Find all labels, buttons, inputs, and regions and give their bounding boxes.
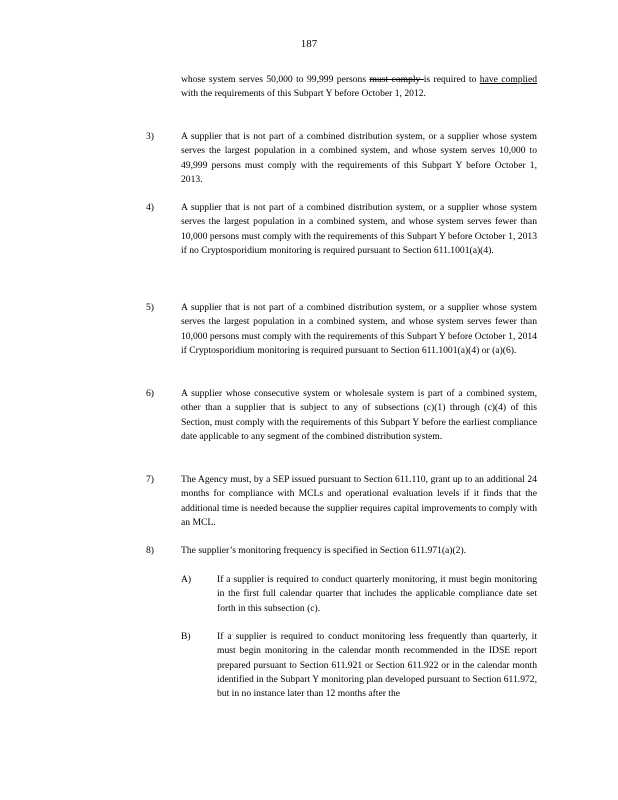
item-number: 6) [146,388,154,399]
item-text: The Agency must, by a SEP issued pursuant to Section 611.110, grant up to an additional 24 months for compliance with MCLs and operational evaluation levels if it finds that the additional time is needed because the supplier requires capital improvements to comply with an MCL. [181,474,537,528]
item-number: 8) [146,545,154,556]
item-text: A supplier that is not part of a combined distribution system, or a supplier whose system serves the largest population in a combined system, and whose system serves fewer than 10,000 persons must comply with the requirements of this Subpart Y before October 1, 2014 if Cryptosporidium monitoring is required pursuant to Section 611.1001(a)(4) or (a)(6). [181,302,537,356]
struck-text: must comply [369,74,424,85]
lead-paragraph [181,73,537,102]
subitem-text: If a supplier is required to conduct quarterly monitoring, it must begin monitoring in the first full calendar quarter that includes the applicable compliance date set forth in this subsection (c). [217,574,537,614]
subitem-text: If a supplier is required to conduct monitoring less frequently than quarterly, it must begin monitoring in the calendar month recommended in the IDSE report prepared pursuant to Section 611.921 or Section 611.922 or in the calendar month identified in the Subpart Y monitoring plan developed pursuant to Section 611.972, but in no instance later than 12 months after the [217,631,537,700]
item-text: A supplier whose consecutive system or wholesale system is part of a combined system, other than a supplier that is subject to any of subsections (c)(1) through (c)(4) of this Section, must comply with the requirements of this Subpart Y before the earliest compliance date applicable to any segment of the combined distribution system. [181,388,537,442]
lead-text-1: whose system serves 50,000 to 99,999 persons [181,74,370,85]
subitem-number: B) [181,631,191,642]
item-number: 7) [146,474,154,485]
lead-text-3: with the requirements of this Subpart Y before October 1, 2012. [181,88,426,100]
item-number: 3) [146,131,154,142]
page-number: 187 [300,38,318,50]
subitem-number: A) [181,574,192,585]
lead-text-2: is required to [423,74,480,85]
item-text: A supplier that is not part of a combined distribution system, or a supplier whose system serves the largest population in a combined system, and whose system serves fewer than 10,000 persons must comply with the requirements of this Subpart Y before October 1, 2013 if no Cryptosporidium monitoring is required pursuant to Section 611.1001(a)(4). [181,202,537,256]
inserted-text: have complied [479,74,537,85]
item-number: 4) [146,202,154,213]
item-text: A supplier that is not part of a combined distribution system, or a supplier whose system serves the largest population in a combined system, and whose system serves 10,000 to 49,999 persons must comply with the requirements of this Subpart Y before October 1, 2013. [181,131,537,185]
item-text: The supplier’s monitoring frequency is specified in Section 611.971(a)(2). [181,545,467,556]
item-number: 5) [146,302,154,313]
